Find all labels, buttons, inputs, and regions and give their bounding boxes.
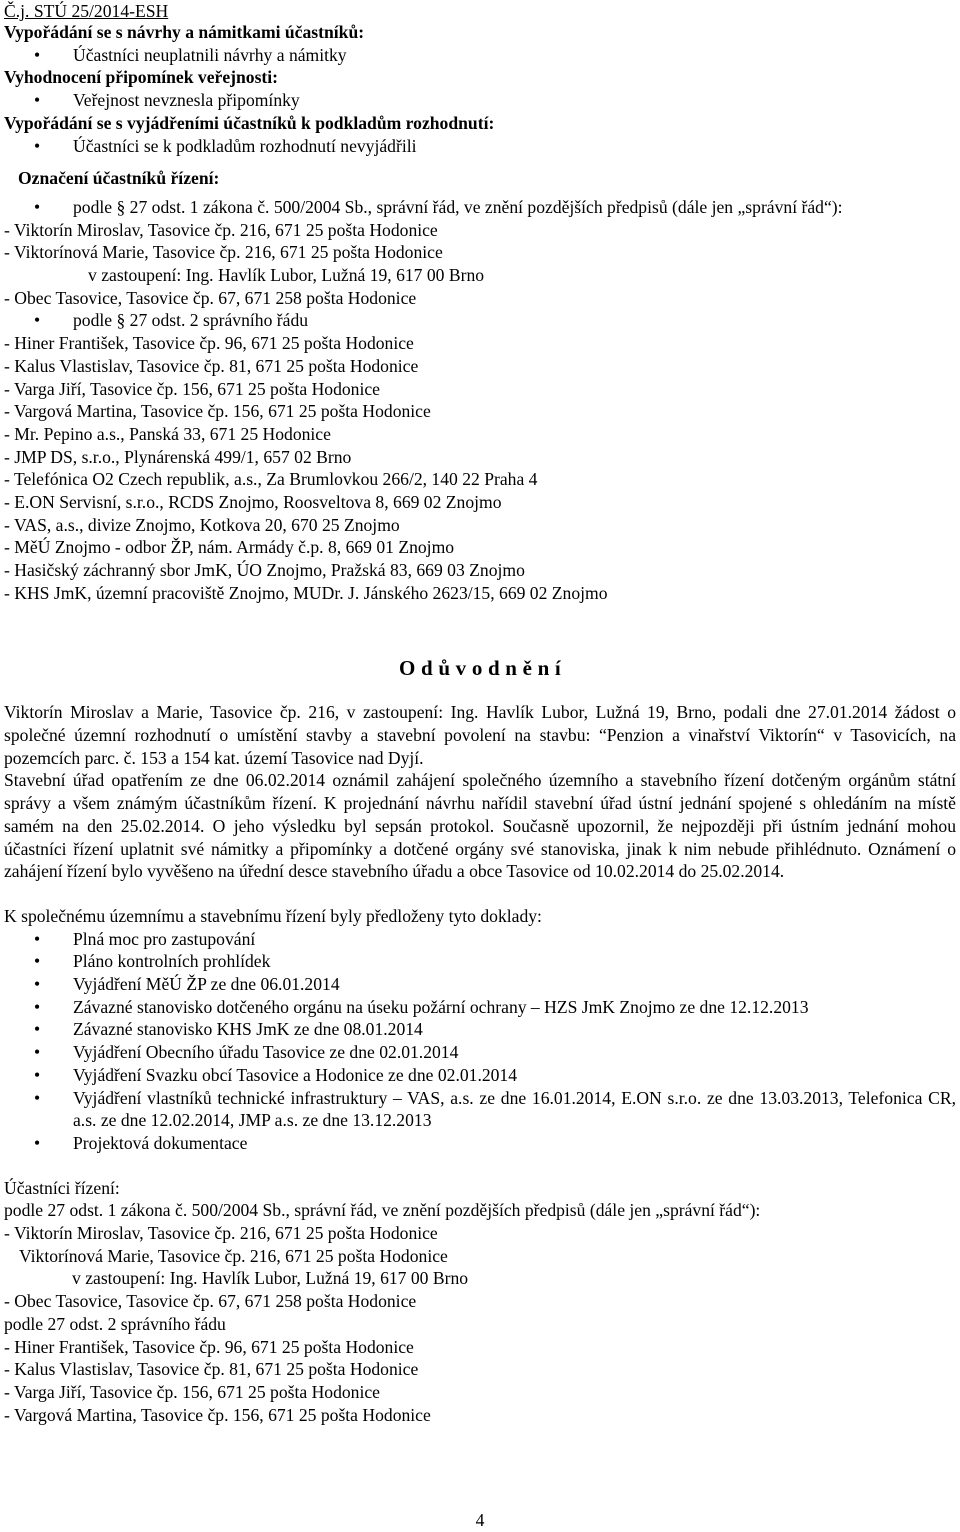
section-title: Vypořádání se s návrhy a námitkami účastníků: — [4, 22, 365, 42]
participant: - E.ON Servisní, s.r.o., RCDS Znojmo, Roosveltova 8, 669 02 Znojmo — [4, 492, 502, 513]
document-item: • Vyjádření vlastníků technické infrastruktury – VAS, a.s. ze dne 16.01.2014, E.ON s.r.o. ze dne 13.03.2013, Telefonica CR, a.s. ze dne 12.02.2014, JMP a.s. ze dne 13.12.2013 — [4, 1087, 956, 1132]
law-reference: • podle § 27 odst. 2 správního řádu — [4, 309, 956, 332]
participant: - Mr. Pepino a.s., Panská 33, 671 25 Hodonice — [4, 423, 331, 444]
document-item: • Vyjádření Svazku obcí Tasovice a Hodonice ze dne 02.01.2014 — [4, 1064, 956, 1087]
documents-intro: K společnému územnímu a stavebnímu řízení byly předloženy tyto doklady: — [4, 905, 542, 926]
representation: v zastoupení: Ing. Havlík Lubor, Lužná 19, 617 00 Brno — [88, 265, 485, 286]
participant: - Hiner František, Tasovice čp. 96, 671 25 pošta Hodonice — [4, 333, 414, 354]
participants-title: Označení účastníků řízení: — [18, 168, 220, 189]
participant: - Telefónica O2 Czech republik, a.s., Za Brumlovkou 266/2, 140 22 Praha 4 — [4, 469, 538, 490]
participant: - JMP DS, s.r.o., Plynárenská 499/1, 657 02 Brno — [4, 446, 352, 467]
participant: - MěÚ Znojmo - odbor ŽP, nám. Armády č.p. 8, 669 01 Znojmo — [4, 537, 455, 558]
participant: - Kalus Vlastislav, Tasovice čp. 81, 671 25 pošta Hodonice — [4, 1359, 419, 1380]
participant: - Obec Tasovice, Tasovice čp. 67, 671 258 pošta Hodonice — [4, 287, 417, 308]
list-item: • Účastníci se k podkladům rozhodnutí nevyjádřili — [4, 135, 956, 158]
section-title: Vypořádání se s vyjádřeními účastníků k podkladům rozhodnutí: — [4, 112, 495, 133]
participant: - KHS JmK, územní pracoviště Znojmo, MUDr. J. Jánského 2623/15, 669 02 Znojmo — [4, 582, 608, 603]
document-item: • Projektová dokumentace — [4, 1132, 956, 1155]
participant: - Vargová Martina, Tasovice čp. 156, 671 25 pošta Hodonice — [4, 401, 431, 422]
participant: - Viktorínová Marie, Tasovice čp. 216, 671 25 pošta Hodonice — [4, 242, 443, 263]
document-item: • Závazné stanovisko dotčeného orgánu na úseku požární ochrany – HZS JmK Znojmo ze dne 12.12.2013 — [4, 996, 956, 1019]
document-item: • Pláno kontrolních prohlídek — [4, 950, 956, 973]
representation: v zastoupení: Ing. Havlík Lubor, Lužná 19, 617 00 Brno — [72, 1268, 469, 1289]
law-reference: • podle § 27 odst. 1 zákona č. 500/2004 Sb., správní řád, ve znění pozdějších předpisů (dále jen „správní řád“): — [4, 196, 956, 219]
list-item: • Účastníci neuplatnili návrhy a námitky — [4, 44, 956, 67]
list-item: • Veřejnost nevznesla připomínky — [4, 89, 956, 112]
document-item: • Vyjádření Obecního úřadu Tasovice ze dne 02.01.2014 — [4, 1041, 956, 1064]
document-page — [4, 0, 956, 1426]
document-item: • Závazné stanovisko KHS JmK ze dne 08.01.2014 — [4, 1018, 956, 1041]
participant: - Vargová Martina, Tasovice čp. 156, 671 25 pošta Hodonice — [4, 1404, 431, 1425]
participant: - Hiner František, Tasovice čp. 96, 671 25 pošta Hodonice — [4, 1336, 414, 1357]
participant: - Hasičský záchranný sbor JmK, ÚO Znojmo, Pražská 83, 669 03 Znojmo — [4, 560, 525, 581]
document-item: • Vyjádření MěÚ ŽP ze dne 06.01.2014 — [4, 973, 956, 996]
reference-number: Č.j. STÚ 25/2014-ESH — [4, 1, 169, 21]
participant: - Kalus Vlastislav, Tasovice čp. 81, 671 25 pošta Hodonice — [4, 355, 419, 376]
participant: Viktorínová Marie, Tasovice čp. 216, 671 25 pošta Hodonice — [19, 1245, 448, 1266]
section-title: Vyhodnocení připomínek veřejnosti: — [4, 67, 279, 88]
participant: - Viktorín Miroslav, Tasovice čp. 216, 671 25 pošta Hodonice — [4, 1223, 438, 1244]
participant: - Viktorín Miroslav, Tasovice čp. 216, 671 25 pošta Hodonice — [4, 219, 438, 240]
participant: - VAS, a.s., divize Znojmo, Kotkova 20, 670 25 Znojmo — [4, 514, 400, 535]
justification-paragraph: Viktorín Miroslav a Marie, Tasovice čp. 216, v zastoupení: Ing. Havlík Lubor, Lužná 19, Brno, podali dne 27.01.2014 žádost o společné územní rozhodnutí o umístění stavby a stavební povolení na stavbu: “Penzion a vinařství Viktorín“ v Tasovicích, na pozemcích parc. č. 153 a 154 kat. území Tasovice nad Dyjí. — [4, 702, 956, 768]
justification-heading: O d ů v o d n ě n í — [399, 655, 561, 680]
participant: - Varga Jiří, Tasovice čp. 156, 671 25 pošta Hodonice — [4, 378, 380, 399]
justification-paragraph: Stavební úřad opatřením ze dne 06.02.2014 oznámil zahájení společného územního a stavebního řízení dotčeným orgánům státní správy a všem známým účastníkům řízení. K projednání návrhu nařídil stavební úřad ústní jednání spojené s ohledáním na místě samém na den 25.02.2014. O jeho výsledku byl sepsán protokol. Současně upozornil, že nejpozději při ústním jednání mohou účastníci řízení uplatnit své námitky a připomínky a dotčené orgány své stanoviska, jinak k nim nebude přihlédnuto. Oznámení o zahájení řízení bylo vyvěšeno na úřední desce stavebního úřadu a obce Tasovice od 10.02.2014 do 25.02.2014. — [4, 770, 956, 882]
participants2-title: Účastníci řízení: — [4, 1177, 120, 1198]
law-reference: podle 27 odst. 2 správního řádu — [4, 1313, 226, 1334]
law-reference: podle 27 odst. 1 zákona č. 500/2004 Sb., správní řád, ve znění pozdějších předpisů (dále jen „správní řád“): — [4, 1200, 761, 1221]
participant: - Varga Jiří, Tasovice čp. 156, 671 25 pošta Hodonice — [4, 1381, 380, 1402]
document-item: • Plná moc pro zastupování — [4, 928, 956, 951]
page-number: 4 — [475, 1510, 485, 1530]
participant: - Obec Tasovice, Tasovice čp. 67, 671 258 pošta Hodonice — [4, 1291, 417, 1312]
